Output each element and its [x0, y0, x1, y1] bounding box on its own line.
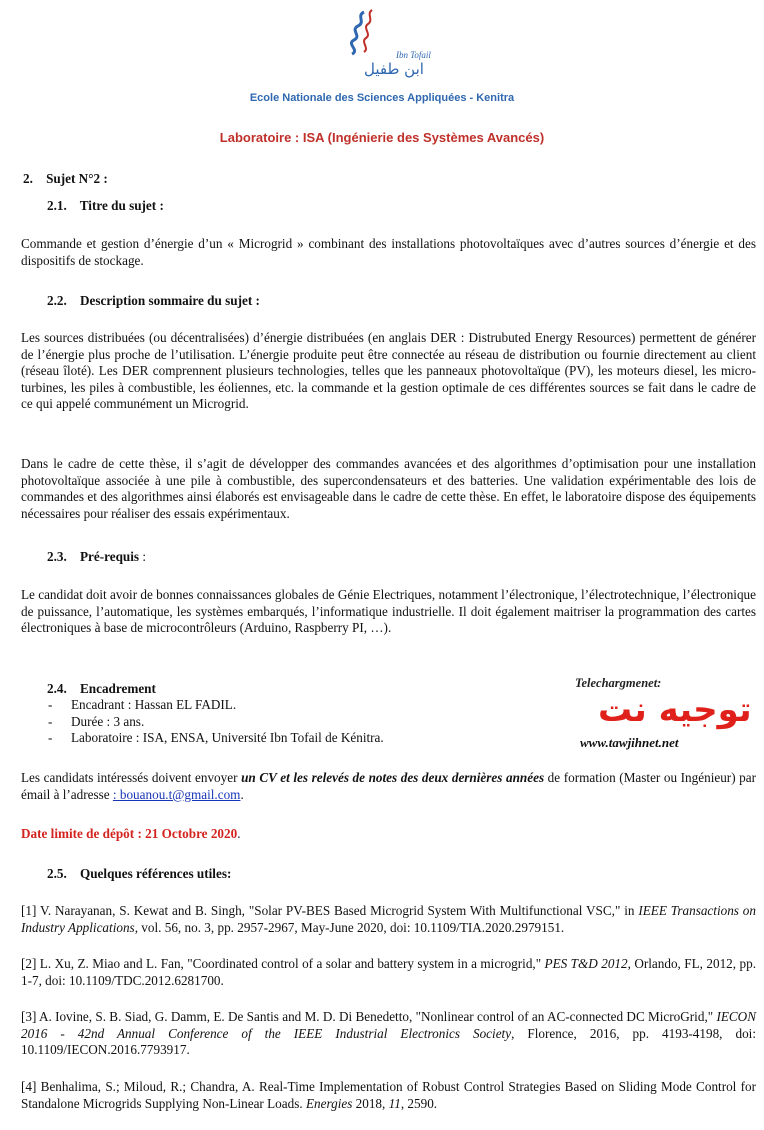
reference-text: [1] V. Narayanan, S. Kewat and B. Singh, "Solar PV-BES Based Microgrid System With Multifunctional VSC," in	[21, 903, 639, 918]
reference-item	[21, 1079, 756, 1112]
svg-text:Ibn Tofail: Ibn Tofail	[396, 50, 431, 60]
watermark-url: www.tawjihnet.net	[580, 735, 679, 750]
svg-text:ابن طفيل: ابن طفيل	[364, 60, 424, 78]
subsection-title: Encadrement	[79, 681, 156, 696]
school-name: Ecole Nationale des Sciences Appliquées - Kenitra	[249, 92, 515, 104]
reference-details: , Florence, 2016, pp. 4193-4198, doi: 10.1109/IECON.2016.7793917.	[21, 1025, 757, 1057]
subsection-title: Pré-requis	[79, 549, 140, 564]
subsection-number: 2.4.	[47, 681, 67, 696]
subsection-title: Quelques références utiles:	[79, 866, 232, 881]
reference-venue: Energies	[305, 1095, 353, 1111]
subsection-number: 2.5.	[47, 866, 67, 881]
reference-item	[21, 1009, 756, 1059]
list-item: - Laboratoire : ISA, ENSA, Université Ibn Tofail de Kénitra.	[43, 730, 543, 747]
list-item: - Encadrant : Hassan EL FADIL.	[43, 697, 543, 714]
reference-pages: , 2590.	[400, 1095, 438, 1111]
reference-details: , vol. 56, no. 3, pp. 2957-2967, May-June 2020, doi: 10.1109/TIA.2020.2979151.	[134, 919, 565, 935]
title-suffix: :	[139, 549, 147, 564]
subsection-2-4-heading	[47, 681, 156, 697]
section-number: 2.	[23, 171, 33, 186]
prerequisites-text: Le candidat doit avoir de bonnes connaissances globales de Génie Electriques, notamment l’électronique, l’électrotechnique, l’électronique de puissance, l’automatique, les systèmes embarqués, l’informatique industrielle. Il doit également maitriser la programmation des cartes électroniques à base de microcontrôleurs (Arduino, Raspberry PI, …).	[21, 587, 756, 635]
reference-text: [3] A. Iovine, S. B. Siad, G. Damm, E. De Santis and M. D. Di Benedetto, "Nonlinear control of an AC-connected DC MicroGrid,"	[21, 1009, 717, 1024]
instructions-text: Les candidats intéressés doivent envoyer	[21, 770, 242, 785]
reference-venue: IEEE Transactions on Industry Applications	[21, 903, 756, 935]
section-title: Sujet N°2 :	[46, 171, 108, 186]
subsection-2-1-heading	[47, 198, 164, 214]
supervision-list	[43, 697, 543, 747]
subsection-title: Titre du sujet :	[79, 198, 164, 213]
description-paragraph-2: Dans le cadre de cette thèse, il s’agit de développer des commandes avancées et des algorithmes d’optimisation pour une installation photovoltaïque associée à une pile à combustible, des supercondensateurs et des batteries. Une validation expérimentable des lois de commandes et des algorithmes ainsi élaborés est envisageable dans le cadre de cette thèse. En effet, le laboratoire dispose des équipements nécessaires pour réaliser des essais expérimentaux.	[21, 456, 756, 521]
reference-volume: 11	[388, 1095, 401, 1111]
punctuation: .	[237, 826, 241, 841]
reference-details: 2018,	[352, 1095, 389, 1111]
subsection-number: 2.3.	[47, 549, 67, 564]
reference-item	[21, 903, 756, 936]
subsection-2-3-heading	[47, 549, 146, 565]
required-documents: un CV et les relevés de notes des deux dernières années	[241, 770, 545, 785]
watermark-logo: توجيه نت	[598, 690, 752, 730]
punctuation: .	[240, 786, 244, 802]
section-heading	[23, 171, 108, 187]
deadline-text: Date limite de dépôt : 21 Octobre 2020	[21, 826, 238, 841]
deadline	[21, 826, 241, 842]
subsection-number: 2.2.	[47, 293, 67, 308]
university-logo	[336, 6, 436, 86]
reference-item	[21, 956, 756, 989]
subsection-title: Description sommaire du sujet :	[79, 293, 260, 308]
watermark-label: Telechargmenet:	[575, 676, 662, 690]
reference-text: [4] Benhalima, S.; Miloud, R.; Chandra, A. Real-Time Implementation of Robust Control Strategies Based on Sliding Mode Control for Standalone Microgrids Supplying Non-Linear Loads.	[21, 1079, 756, 1111]
email-link[interactable]: : bouanou.t@gmail.com	[112, 786, 241, 802]
instructions-text: de formation (Master ou Ingénieur) par émail à l’adresse	[21, 770, 757, 802]
subsection-2-5-heading	[47, 866, 231, 882]
list-item: - Durée : 3 ans.	[43, 714, 543, 731]
reference-text: [2] L. Xu, Z. Miao and L. Fan, "Coordinated control of a solar and battery system in a microgrid,"	[21, 956, 545, 971]
subsection-2-2-heading	[47, 293, 260, 309]
reference-venue: IECON 2016 - 42nd Annual Conference of the IEEE Industrial Electronics Society	[21, 1009, 756, 1041]
subject-title-text: Commande et gestion d’énergie d’un « Microgrid » combinant des installations photovoltaïques avec d’autres sources d’énergie et des dispositifs de stockage.	[21, 236, 756, 268]
reference-details: , Orlando, FL, 2012, pp. 1-7, doi: 10.1109/TDC.2012.6281700.	[21, 956, 756, 988]
reference-venue: PES T&D 2012	[544, 956, 628, 971]
description-paragraph-1: Les sources distribuées (ou décentralisées) d’énergie distribuées (en anglais DER : Distrubuted Energy Resources) permettent de générer de l’énergie plus proche de l’utilisation. L’énergie produite peut être connectée au réseau de distribution ou fournie directement au client (réseau îloté). Les DER comprennent plusieurs technologies, telles que les panneaux photovoltaïque (PV), les moteurs diesel, les micro-turbines, les piles à combustible, les éoliennes, etc. la commande et la gestion optimale de ces différentes sources se fait dans le cadre de ce qui appelé communément un Microgrid.	[21, 330, 756, 411]
application-instructions	[21, 770, 756, 803]
laboratory-title: Laboratoire : ISA (Ingénierie des Systèmes Avancés)	[219, 130, 545, 145]
subsection-number: 2.1.	[47, 198, 67, 213]
